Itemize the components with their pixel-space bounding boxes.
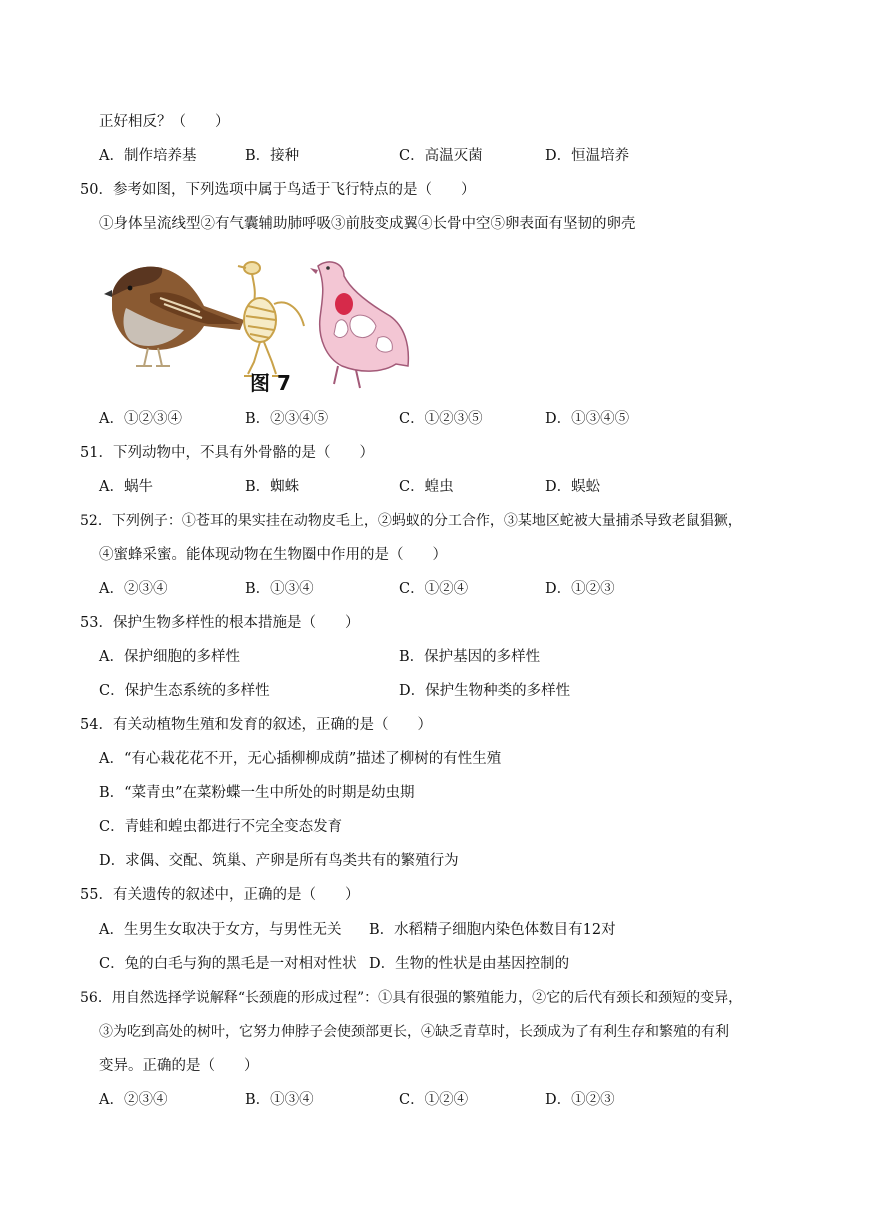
q52-option-d[interactable]: D．①②③: [545, 581, 615, 597]
q49-option-a[interactable]: A．制作培养基: [99, 148, 197, 164]
q49-stem-cont: 正好相反？（ ）: [99, 114, 230, 130]
q54-option-a[interactable]: A．“有心栽花花不开，无心插柳柳成荫”描述了柳树的有性生殖: [99, 751, 502, 767]
q55-option-a[interactable]: A．生男生女取决于女方，与男性无关: [99, 922, 342, 938]
q49-option-c[interactable]: C．高温灭菌: [399, 148, 483, 164]
q52-option-b[interactable]: B．①③④: [245, 581, 314, 597]
sparrow-image: [104, 267, 244, 366]
q50-option-c[interactable]: C．①②③⑤: [399, 411, 483, 427]
q49-option-b[interactable]: B．接种: [245, 148, 300, 164]
bird-figure: [104, 254, 416, 399]
q56-stem-3: 变异。正确的是（ ）: [99, 1058, 259, 1074]
q53-option-a[interactable]: A．保护细胞的多样性: [99, 649, 240, 665]
q55-option-d[interactable]: D．生物的性状是由基因控制的: [369, 956, 570, 972]
q51-option-b[interactable]: B．蜘蛛: [245, 479, 300, 495]
q56-option-a[interactable]: A．②③④: [99, 1092, 168, 1108]
q51-option-c[interactable]: C．蝗虫: [399, 479, 454, 495]
figure-label: 图 7: [250, 371, 291, 395]
pigeon-anatomy-image: [310, 262, 408, 388]
q50-option-b[interactable]: B．②③④⑤: [245, 411, 329, 427]
q52-stem: 52．下列例子：①苍耳的果实挂在动物皮毛上，②蚂蚁的分工合作，③某地区蛇被大量捕杀导致老鼠猖獗，: [80, 513, 742, 529]
q51-stem: 51．下列动物中，不具有外骨骼的是（ ）: [80, 445, 374, 461]
q53-option-d[interactable]: D．保护生物种类的多样性: [399, 683, 571, 699]
bird-skeleton-image: [238, 262, 304, 376]
q56-stem-2: ③为吃到高处的树叶，它努力伸脖子会使颈部更长，④缺乏青草时，长颈成为了有利生存和繁殖的有利: [99, 1024, 729, 1040]
q53-option-b[interactable]: B．保护基因的多样性: [399, 649, 541, 665]
q56-stem: 56．用自然选择学说解释“长颈鹿的形成过程”：①具有很强的繁殖能力，②它的后代有颈长和颈短的变异，: [80, 990, 743, 1006]
q52-option-c[interactable]: C．①②④: [399, 581, 469, 597]
q52-option-a[interactable]: A．②③④: [99, 581, 168, 597]
q54-option-b[interactable]: B．“菜青虫”在菜粉蝶一生中所处的时期是幼虫期: [99, 785, 415, 801]
q52-stem-2: ④蜜蜂采蜜。能体现动物在生物圈中作用的是（ ）: [99, 547, 447, 563]
q50-sub: ①身体呈流线型②有气囊辅助肺呼吸③前肢变成翼④长骨中空⑤卵表面有坚韧的卵壳: [99, 216, 636, 232]
q55-stem: 55．有关遗传的叙述中，正确的是（ ）: [80, 887, 360, 903]
q49-option-d[interactable]: D．恒温培养: [545, 148, 630, 164]
q51-option-d[interactable]: D．蜈蚣: [545, 479, 601, 495]
q55-option-b[interactable]: B．水稻精子细胞内染色体数目有12对: [369, 922, 616, 938]
q54-stem: 54．有关动植物生殖和发育的叙述，正确的是（ ）: [80, 717, 432, 733]
q55-option-c[interactable]: C．兔的白毛与狗的黑毛是一对相对性状: [99, 956, 357, 972]
q50-option-a[interactable]: A．①②③④: [99, 411, 182, 427]
q53-option-c[interactable]: C．保护生态系统的多样性: [99, 683, 270, 699]
q54-option-c[interactable]: C．青蛙和蝗虫都进行不完全变态发育: [99, 819, 343, 835]
q50-option-d[interactable]: D．①③④⑤: [545, 411, 630, 427]
q56-option-d[interactable]: D．①②③: [545, 1092, 615, 1108]
q53-stem: 53．保护生物多样性的根本措施是（ ）: [80, 615, 360, 631]
q54-option-d[interactable]: D．求偶、交配、筑巢、产卵是所有鸟类共有的繁殖行为: [99, 853, 459, 869]
q56-option-b[interactable]: B．①③④: [245, 1092, 314, 1108]
q50-stem: 50．参考如图，下列选项中属于鸟适于飞行特点的是（ ）: [80, 182, 476, 198]
q56-option-c[interactable]: C．①②④: [399, 1092, 469, 1108]
q51-option-a[interactable]: A．蜗牛: [99, 479, 153, 495]
